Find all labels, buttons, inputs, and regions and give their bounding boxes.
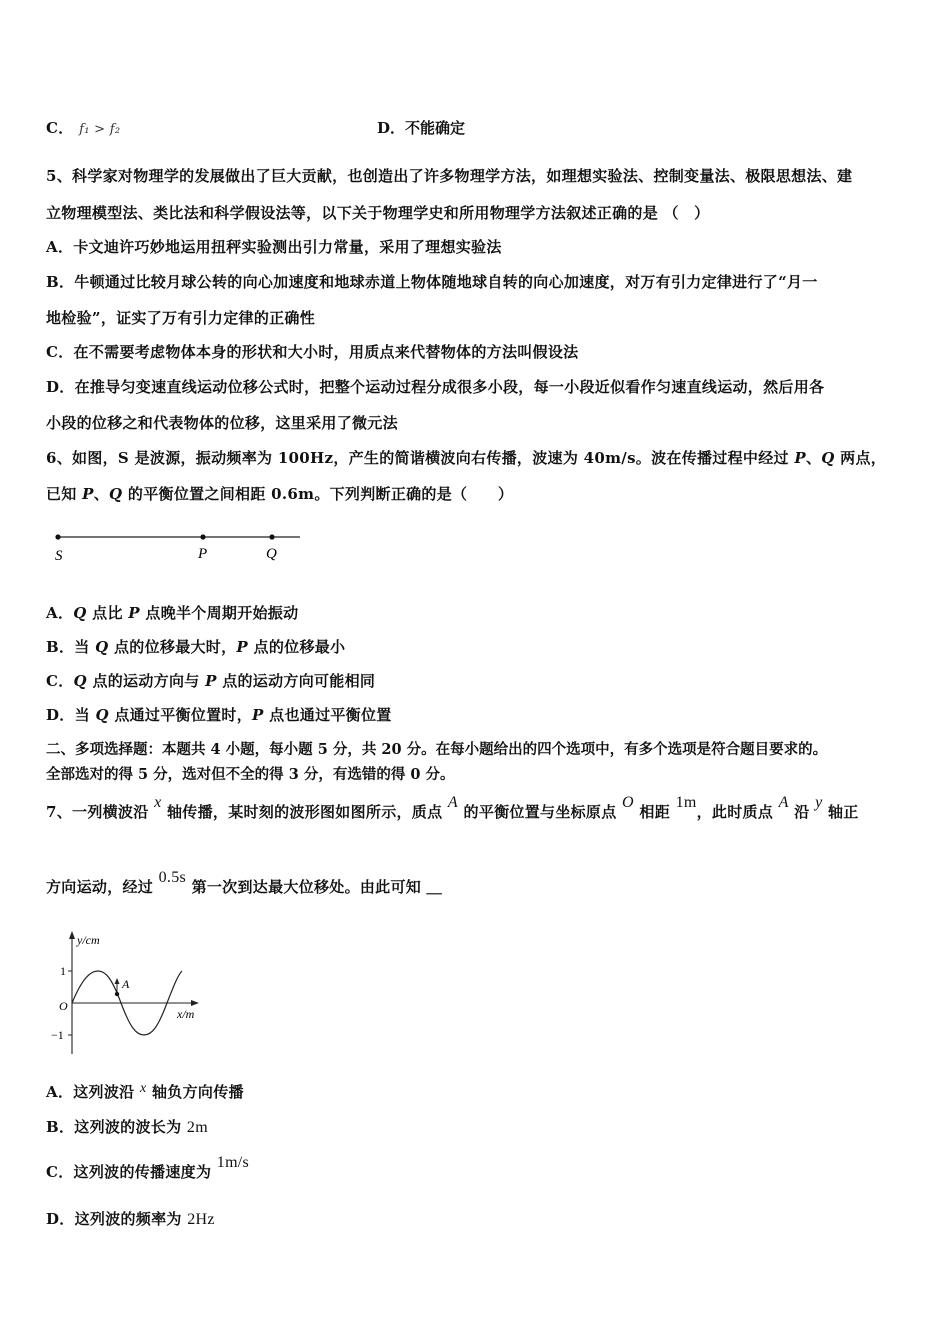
q6-option-c [46, 670, 375, 691]
q6-stem-text: 已知 [46, 485, 83, 503]
q5-option-c: C．在不需要考虑物体本身的形状和大小时，用质点来代替物体的方法叫假设法 [46, 343, 579, 361]
opt-text: B．当 [46, 638, 96, 656]
opt-text: A． [46, 604, 74, 622]
y-axis-label: y/cm [77, 933, 100, 947]
opt-p: P [128, 604, 140, 622]
q6-stem-q: Q [821, 449, 835, 467]
q7-var-o: O [622, 794, 634, 811]
q5-option-b-line1: B．牛顿通过比较月球公转的向心加速度和地球赤道上物体随地球自转的向心加速度，对万有引力定律进行了“月一 [46, 273, 818, 291]
q6-stem-text: 两点， [834, 449, 887, 467]
label-p: P [198, 546, 208, 562]
opt-text: 点的运动方向与 [86, 672, 206, 690]
q5-option-d-line2: 小段的位移之和代表物体的位移，这里采用了微元法 [46, 414, 398, 432]
q6-stem-q: Q [109, 485, 123, 503]
section2-heading-line1: 二、多项选择题：本题共 4 小题，每小题 5 分，共 20 分。在每小题给出的四个选项中，有多个选项是符合题目要求的。 [46, 741, 828, 758]
y-tick-minus-1: −1 [51, 1028, 64, 1042]
q6-stem-p: P [794, 449, 806, 467]
opt-text: C． [46, 672, 74, 690]
q7-text: 轴正 [822, 803, 859, 821]
y-tick-1: 1 [60, 964, 66, 978]
q7-text: 7、一列横波沿 [46, 803, 155, 821]
opt-text: 点也通过平衡位置 [263, 706, 392, 724]
x-axis-label: x/m [177, 1007, 195, 1021]
opt-text: 点的位移最大时， [108, 638, 237, 656]
q7-var-a: A [447, 794, 458, 811]
q6-stem-text: 、 [93, 485, 110, 503]
opt-text: 点晚半个周期开始振动 [139, 604, 299, 622]
q5-option-b-line2: 地检验”，证实了万有引力定律的正确性 [46, 309, 316, 327]
opt-q: Q [95, 638, 109, 656]
q7-text: ，此时质点 [696, 803, 779, 821]
q7-text: 沿 [788, 803, 816, 821]
point-p [200, 534, 205, 539]
q6-stem-text: 、 [805, 449, 822, 467]
q5-stem-line1: 5、科学家对物理学的发展做出了巨大贡献，也创造出了许多物理学方法，如理想实验法、控制变量法、极限思想法、建 [46, 167, 853, 185]
q7-text: 第一次到达最大位移处。由此可知 ＿ [186, 878, 442, 896]
opt-value: 2m [186, 1119, 208, 1136]
label-s: S [55, 548, 63, 564]
opt-text: D．这列波的频率为 [46, 1210, 188, 1228]
opt-q: Q [73, 672, 87, 690]
opt-text: 点的运动方向可能相同 [216, 672, 376, 690]
velocity-arrowhead [115, 978, 120, 984]
point-q [269, 534, 274, 539]
q7-var-y: y [815, 794, 823, 811]
q7-stem-line2 [46, 869, 442, 897]
x-axis-arrow [191, 1000, 199, 1006]
opt-value: 2Hz [187, 1211, 215, 1228]
point-s [55, 534, 60, 539]
q7-text: 轴传播，某时刻的波形图如图所示，质点 [161, 803, 448, 821]
q7-var-x: x [154, 794, 162, 811]
q4-option-c-label: C． [46, 119, 74, 137]
q6-wave-line-figure [48, 525, 308, 570]
q7-text: 的平衡位置与坐标原点 [458, 803, 623, 821]
q7-time: 0.5s [158, 869, 187, 886]
opt-text: 轴负方向传播 [146, 1083, 244, 1101]
opt-var-x: x [139, 1081, 147, 1096]
opt-text: 点的位移最小 [248, 638, 346, 656]
opt-q: Q [73, 604, 87, 622]
opt-text: A．这列波沿 [46, 1083, 140, 1101]
opt-p: P [252, 706, 264, 724]
point-a-label: A [122, 977, 130, 991]
opt-text: D．当 [46, 706, 96, 724]
q4-option-d: D．不能确定 [377, 119, 466, 137]
opt-p: P [236, 638, 249, 656]
q7-option-a [46, 1081, 244, 1102]
q7-option-b [46, 1116, 208, 1137]
opt-text: C．这列波的传播速度为 [46, 1163, 217, 1181]
y-axis-arrow [69, 931, 75, 939]
opt-text: B．这列波的波长为 [46, 1118, 187, 1136]
label-q: Q [266, 546, 277, 562]
q5-option-a: A．卡文迪许巧妙地运用扭秤实验测出引力常量，采用了理想实验法 [46, 238, 502, 256]
q5-option-d-line1: D．在推导匀变速直线运动位移公式时，把整个运动过程分成很多小段，每一小段近似看作匀速直线运动，然后用各 [46, 378, 825, 396]
q6-stem-text: 的平衡位置之间相距 0.6m。下列判断正确的是（ ） [122, 485, 514, 503]
q6-stem-line2 [46, 483, 513, 504]
q7-var-a: A [778, 794, 789, 811]
section2-heading-line2: 全部选对的得 5 分，选对但不全的得 3 分，有选错的得 0 分。 [46, 766, 455, 783]
q7-stem-line1 [46, 794, 859, 822]
q6-option-b [46, 636, 345, 657]
origin-label: O [59, 999, 68, 1013]
opt-q: Q [95, 706, 109, 724]
q6-stem-line1 [46, 447, 886, 468]
q7-option-d [46, 1208, 215, 1229]
opt-text: 点比 [86, 604, 129, 622]
q4-option-c-expression: 𝑓₁ > 𝑓₂ [79, 122, 121, 137]
q4-option-c [46, 117, 120, 138]
q7-distance: 1m [675, 794, 697, 811]
opt-text: 点通过平衡位置时， [108, 706, 253, 724]
q7-text: 相距 [633, 803, 676, 821]
q6-stem-text: 6、如图，S 是波源，振动频率为 100Hz，产生的简谐横波向右传播，波速为 40m/s。波在传播过程中经过 [46, 449, 795, 467]
q7-option-c [46, 1154, 250, 1182]
opt-p: P [205, 672, 217, 690]
q6-option-d [46, 704, 392, 725]
q7-text: 方向运动，经过 [46, 878, 159, 896]
q6-stem-p: P [82, 485, 94, 503]
q6-option-a [46, 602, 298, 623]
q7-waveform-figure [46, 928, 216, 1058]
q5-stem-line2: 立物理模型法、类比法和科学假设法等，以下关于物理学史和所用物理学方法叙述正确的是 （ ） [46, 204, 710, 222]
opt-value: 1m/s [216, 1154, 250, 1171]
